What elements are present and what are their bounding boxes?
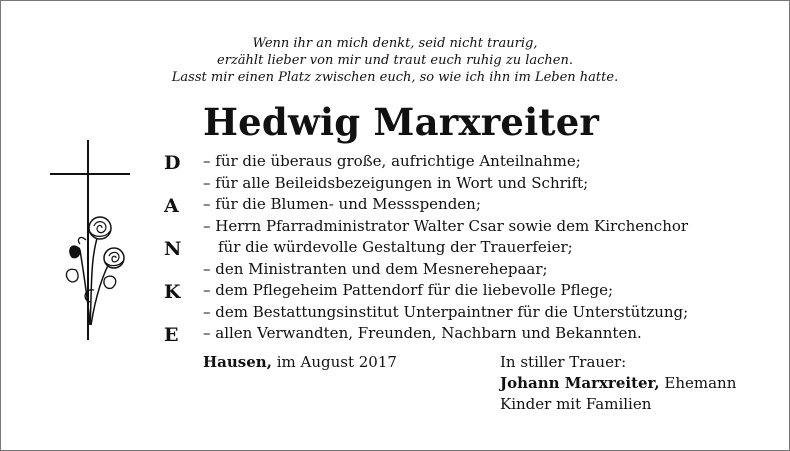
thanks-list (203, 151, 688, 345)
danke-letter: N (164, 238, 182, 260)
date: im August 2017 (276, 353, 397, 371)
poem-line: erzählt lieber von mir und traut euch ruhig zu lachen. (217, 53, 573, 68)
thanks-item: – dem Pflegeheim Pattendorf für die liebevolle Pflege; (203, 281, 613, 299)
mourners (500, 352, 736, 415)
thanks-item: – allen Verwandten, Freunden, Nachbarn und Bekannten. (203, 324, 642, 342)
cross-with-roses-icon (50, 140, 140, 340)
mourner-line (500, 373, 736, 394)
danke-letter: E (164, 324, 179, 346)
poem-line: Lasst mir einen Platz zwischen euch, so wie ich ihn im Leben hatte. (171, 70, 619, 85)
mourner-relation: Ehemann (664, 374, 737, 392)
thanks-item: – für die Blumen- und Messspenden; (203, 195, 481, 213)
family: Kinder mit Familien (500, 395, 652, 413)
danke-letter: K (164, 281, 181, 303)
thanks-item: – für alle Beileidsbezeigungen in Wort und Schrift; (203, 173, 589, 192)
danke-letter: A (164, 195, 179, 217)
poem (0, 35, 790, 86)
place-date (203, 352, 397, 373)
deceased-name: Hedwig Marxreiter (203, 100, 600, 144)
mourner-name: Johann Marxreiter, (500, 374, 660, 392)
danke-letter: D (164, 152, 181, 174)
poem-line: Wenn ihr an mich denkt, seid nicht traurig, (252, 36, 538, 51)
mourning-label: In stiller Trauer: (500, 353, 627, 371)
thanks-item: – dem Bestattungsinstitut Unterpaintner für die Unterstützung; (203, 302, 689, 321)
thanks-item: – den Ministranten und dem Mesnerehepaar; (203, 259, 548, 278)
thanks-item: – Herrn Pfarradministrator Walter Csar sowie dem Kirchenchor (203, 216, 689, 235)
thanks-item-continuation: für die würdevolle Gestaltung der Trauerfeier; (218, 238, 573, 256)
place: Hausen, (203, 353, 272, 371)
thanks-item: – für die überaus große, aufrichtige Anteilnahme; (203, 152, 581, 170)
